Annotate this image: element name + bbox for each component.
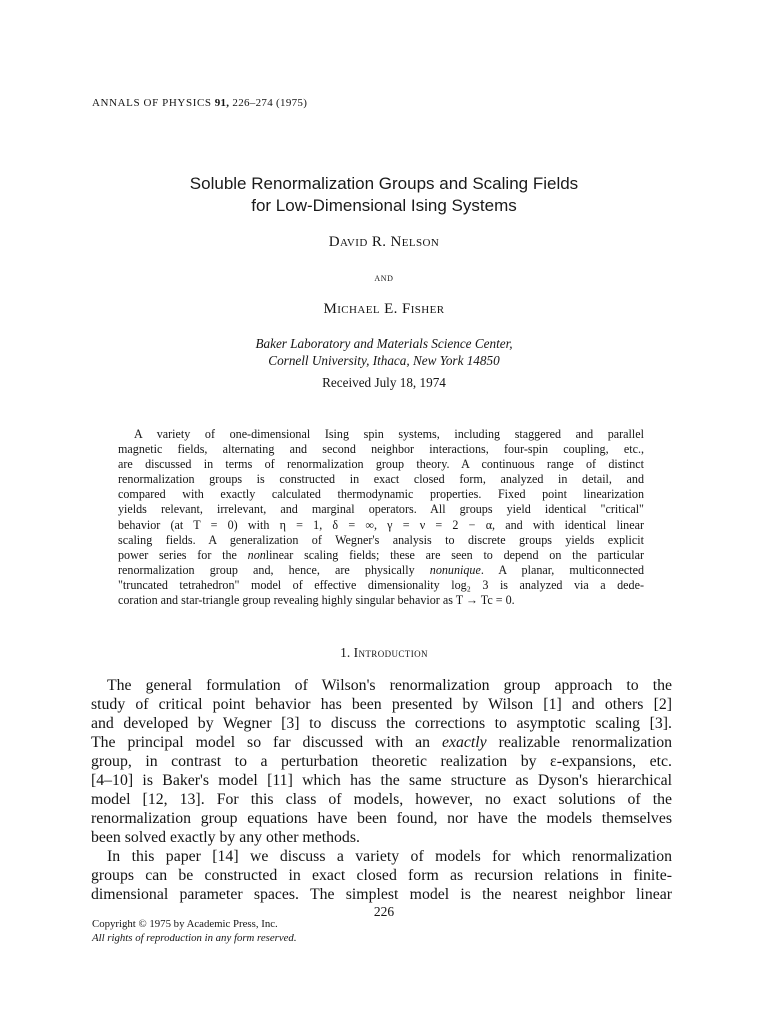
abstract [118,427,644,608]
abstract-emphasis: non [247,547,266,562]
authors-and: and [374,270,394,284]
journal-pages: 226–274 (1975) [232,97,308,109]
affiliation [0,335,768,369]
section-number: 1. [340,645,351,660]
body-line: been solved exactly by any other methods. [91,829,360,846]
abstract-text: linear scaling fields; these are seen to depend on the particular [265,547,644,562]
abstract-line [118,548,644,563]
copyright-notice [92,918,297,945]
journal-citation [92,97,307,109]
body-line: study of critical point behavior has been presented by Wilson [1] and others [2] [91,696,672,713]
body-line: The general formulation of Wilson's renormalization group approach to the [107,677,672,694]
abstract-line: magnetic fields, alternating and second neighbor interactions, four-spin coupling, etc., [118,442,644,457]
abstract-line: compared with exactly calculated thermodynamic properties. Fixed point linearization [118,487,644,502]
abstract-text: power series for the [118,547,248,562]
affiliation-line-2: Cornell University, Ithaca, New York 14850 [268,353,500,368]
body-text [91,676,672,904]
abstract-text: renormalization group and, hence, are physically [118,562,430,577]
abstract-line: renormalization groups is constructed in exact closed form, analyzed in detail, and [118,472,644,487]
author-first: David R. Nelson [328,234,440,250]
body-line: In this paper [14] we discuss a variety of models for which renormalization [107,848,672,865]
body-line [91,733,672,752]
affiliation-line-1: Baker Laboratory and Materials Science Center, [255,336,513,351]
abstract-line: coration and star-triangle group revealing highly singular behavior as T → Tc = 0. [118,593,515,608]
section-heading [0,645,768,661]
abstract-line: "truncated tetrahedron" model of effective dimensionality log₂ 3 is analyzed via a dede- [118,577,644,592]
body-line: group, in contrast to a perturbation theoretic realization by ε-expansions, etc. [91,753,672,770]
journal-name: ANNALS OF PHYSICS [92,97,212,109]
paper-title [0,173,768,217]
title-line-2: for Low-Dimensional Ising Systems [251,196,517,215]
body-line: model [12, 13]. For this class of models, however, no exact solutions of the [91,791,672,808]
body-line: renormalization group equations have been found, nor have the models themselves [91,810,672,827]
section-title: Introduction [353,645,428,660]
title-line-1: Soluble Renormalization Groups and Scaling Fields [189,174,579,193]
abstract-line [118,563,644,578]
body-line: and developed by Wegner [3] to discuss the corrections to asymptotic scaling [3]. [91,715,672,732]
copyright-line-2: All rights of reproduction in any form reserved. [92,931,297,944]
body-text-span: The principal model so far discussed with an [91,734,442,751]
body-line: dimensional parameter spaces. The simplest model is the nearest neighbor linear [91,886,672,903]
page-number: 226 [373,904,395,919]
abstract-text: . A planar, multiconnected [480,562,644,577]
abstract-line: behavior (at T = 0) with η = 1, δ = ∞, γ = ν = 2 − α, and with identical linear [118,517,644,532]
abstract-line: scaling fields. A generalization of Wegner's analysis to discrete groups yields explicit [118,532,644,547]
abstract-line: are discussed in terms of renormalization group theory. A continuous range of distinct [118,457,644,472]
body-line: groups can be constructed in exact closed form as recursion relations in finite- [91,867,672,884]
abstract-emphasis: nonunique [429,562,481,577]
received-date: Received July 18, 1974 [322,375,446,390]
copyright-line-1: Copyright © 1975 by Academic Press, Inc. [92,918,278,930]
author-second: Michael E. Fisher [323,301,445,317]
body-text-span: realizable renormalization [486,734,673,751]
abstract-line: yields relevant, irrelevant, and marginal operators. All groups yield identical "critical" [118,502,644,517]
journal-volume: 91, [214,97,230,109]
body-emphasis: exactly [441,734,487,751]
body-line: [4–10] is Baker's model [11] which has the same structure as Dyson's hierarchical [91,772,672,789]
abstract-line: A variety of one-dimensional Ising spin systems, including staggered and parallel [134,427,644,441]
